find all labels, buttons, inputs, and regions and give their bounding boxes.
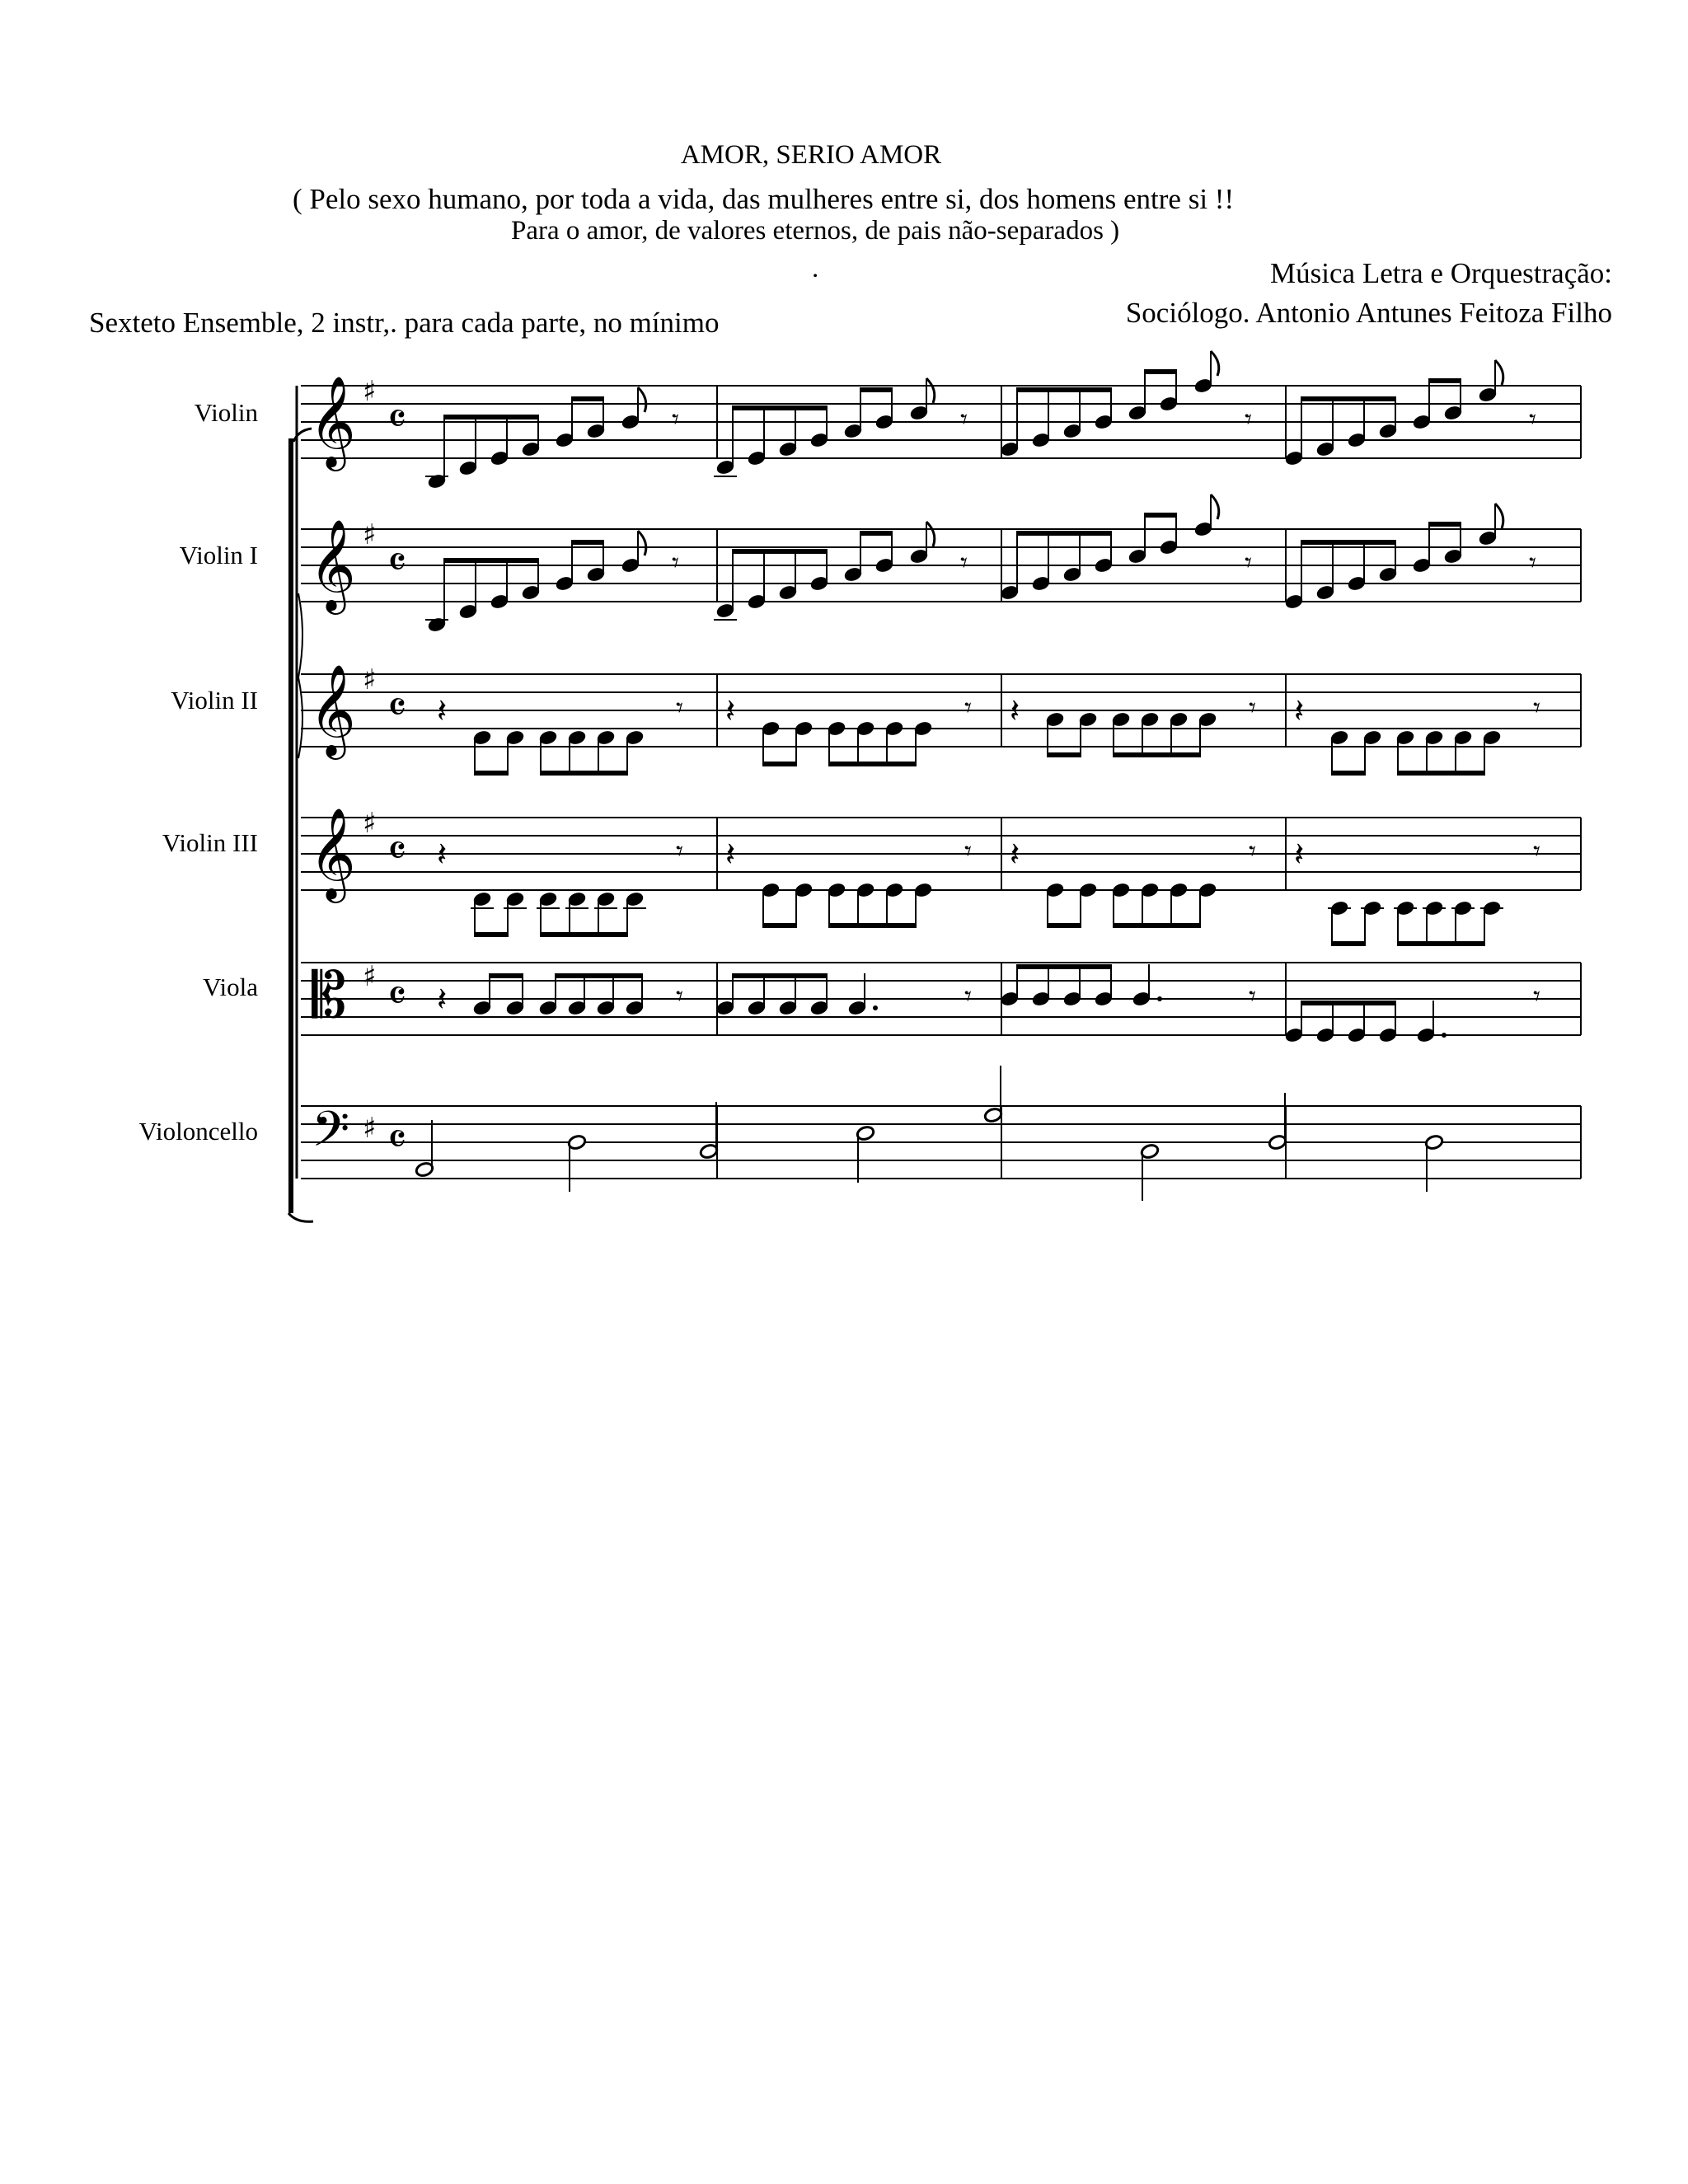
eighth-rest: 𝄾 [672,546,680,579]
beam [475,932,508,937]
staff-label-violin-iii: Violin III [162,828,258,857]
beam [444,558,538,563]
beam [1114,923,1200,928]
common-time: 𝄴 [387,538,407,588]
credit-line2: Sociólogo. Antonio Antunes Feitoza Filho [1125,297,1612,329]
treble-clef: 𝄞 [309,375,356,467]
beam [829,923,916,928]
beam [1145,513,1176,518]
beam [541,932,627,937]
staff-label-violoncello: Violoncello [138,1117,258,1146]
beam [1017,387,1111,392]
staff-label-violin: Violin [194,398,258,427]
dot [1157,996,1162,1001]
eighth-rest: 𝄾 [964,835,973,868]
eighth-rest: 𝄾 [960,546,968,579]
beam [475,771,508,776]
key-sharp-f: ♯ [363,663,377,696]
eighth-rest: 𝄾 [676,980,684,1013]
eighth-rest: 𝄾 [960,403,968,436]
key-sharp-f: ♯ [363,807,377,840]
key-sharp-f: ♯ [363,960,377,993]
beam [572,540,603,545]
eighth-rest: 𝄾 [676,691,684,724]
alto-clef: 𝄡 [312,958,347,1032]
brace-violins [298,593,302,758]
eighth-rest: 𝄾 [676,835,684,868]
beam [572,396,603,401]
flag [926,378,935,403]
quarter-rest: 𝄽 [437,981,448,1019]
beam [1017,964,1111,969]
bass-clef: 𝄢 [312,1100,350,1169]
staff-2 [301,494,1581,633]
quarter-rest: 𝄽 [725,692,736,730]
eighth-rest: 𝄾 [1249,691,1257,724]
beam [860,531,892,536]
eighth-rest: 𝄾 [1533,691,1541,724]
staff-label-violin-ii: Violin II [171,686,258,715]
beam [763,923,796,928]
key-sharp-f: ♯ [363,375,377,408]
flag [1211,494,1219,519]
common-time: 𝄴 [387,827,407,876]
flag [1211,351,1219,376]
beam [1017,531,1111,536]
quarter-rest: 𝄽 [725,836,736,874]
credit-line1: Música Letra e Orquestração: [1270,257,1612,289]
beam [444,415,538,419]
beam [1398,941,1484,946]
eighth-rest: 𝄾 [1533,980,1541,1013]
beam [1145,369,1176,374]
key-sharp-f: ♯ [363,518,377,551]
beam [1301,396,1395,401]
beam [733,405,827,410]
score-dot: . [812,254,819,284]
eighth-rest: 𝄾 [964,691,973,724]
flag [1495,504,1503,528]
eighth-rest: 𝄾 [1245,403,1253,436]
flag [638,387,646,412]
quarter-rest: 𝄽 [1010,836,1020,874]
common-time: 𝄴 [387,683,407,733]
system-bracket [288,438,293,1213]
beam [1398,771,1484,776]
staff-3 [301,663,1581,776]
beam [541,771,627,776]
treble-clef: 𝄞 [309,518,356,611]
key-sharp-f: ♯ [363,1112,377,1145]
beam [860,387,892,392]
beam [1429,522,1461,527]
beam [1048,923,1081,928]
quarter-rest: 𝄽 [437,836,448,874]
treble-clef: 𝄞 [309,663,356,756]
beam [1301,540,1395,545]
flag [638,531,646,555]
dot [873,1005,878,1010]
beam [490,973,523,978]
dot [1442,1033,1447,1038]
common-time: 𝄴 [387,972,407,1021]
staff-label-viola: Viola [202,972,258,1001]
quarter-rest: 𝄽 [1294,836,1305,874]
eighth-rest: 𝄾 [964,980,973,1013]
beam [1429,378,1461,383]
staff-4 [301,807,1581,946]
quarter-rest: 𝄽 [1010,692,1020,730]
eighth-rest: 𝄾 [1249,835,1257,868]
common-time: 𝄴 [387,1115,407,1165]
beam [556,973,642,978]
score-subtitle-line1: ( Pelo sexo humano, por toda a vida, das mulheres entre si, dos homens entre si !! [293,183,1235,215]
ensemble-note: Sexteto Ensemble, 2 instr,. para cada parte, no mínimo [89,307,720,339]
beam [733,549,827,554]
score-subtitle-line2: Para o amor, de valores eternos, de pais não-separados ) [511,216,1120,246]
beam [1332,771,1365,776]
staff-label-violin-i: Violin I [179,541,258,569]
eighth-rest: 𝄾 [1245,546,1253,579]
quarter-rest: 𝄽 [1294,692,1305,730]
treble-clef: 𝄞 [309,807,356,899]
flag [926,522,935,546]
beam [1332,941,1365,946]
eighth-rest: 𝄾 [1529,546,1537,579]
staff-1 [301,351,1581,490]
eighth-rest: 𝄾 [672,403,680,436]
score-title: AMOR, SERIO AMOR [680,140,942,170]
beam [1114,752,1200,757]
beam [1301,1001,1395,1005]
staff-5 [301,958,1581,1043]
beam [1048,752,1081,757]
eighth-rest: 𝄾 [1249,980,1257,1013]
bracket-hook [288,1213,313,1221]
common-time: 𝄴 [387,395,407,444]
beam [733,973,827,978]
quarter-rest: 𝄽 [437,692,448,730]
beam [763,762,796,766]
flag [1495,360,1503,385]
eighth-rest: 𝄾 [1529,403,1537,436]
eighth-rest: 𝄾 [1533,835,1541,868]
beam [829,762,916,766]
staff-6 [301,1066,1581,1201]
